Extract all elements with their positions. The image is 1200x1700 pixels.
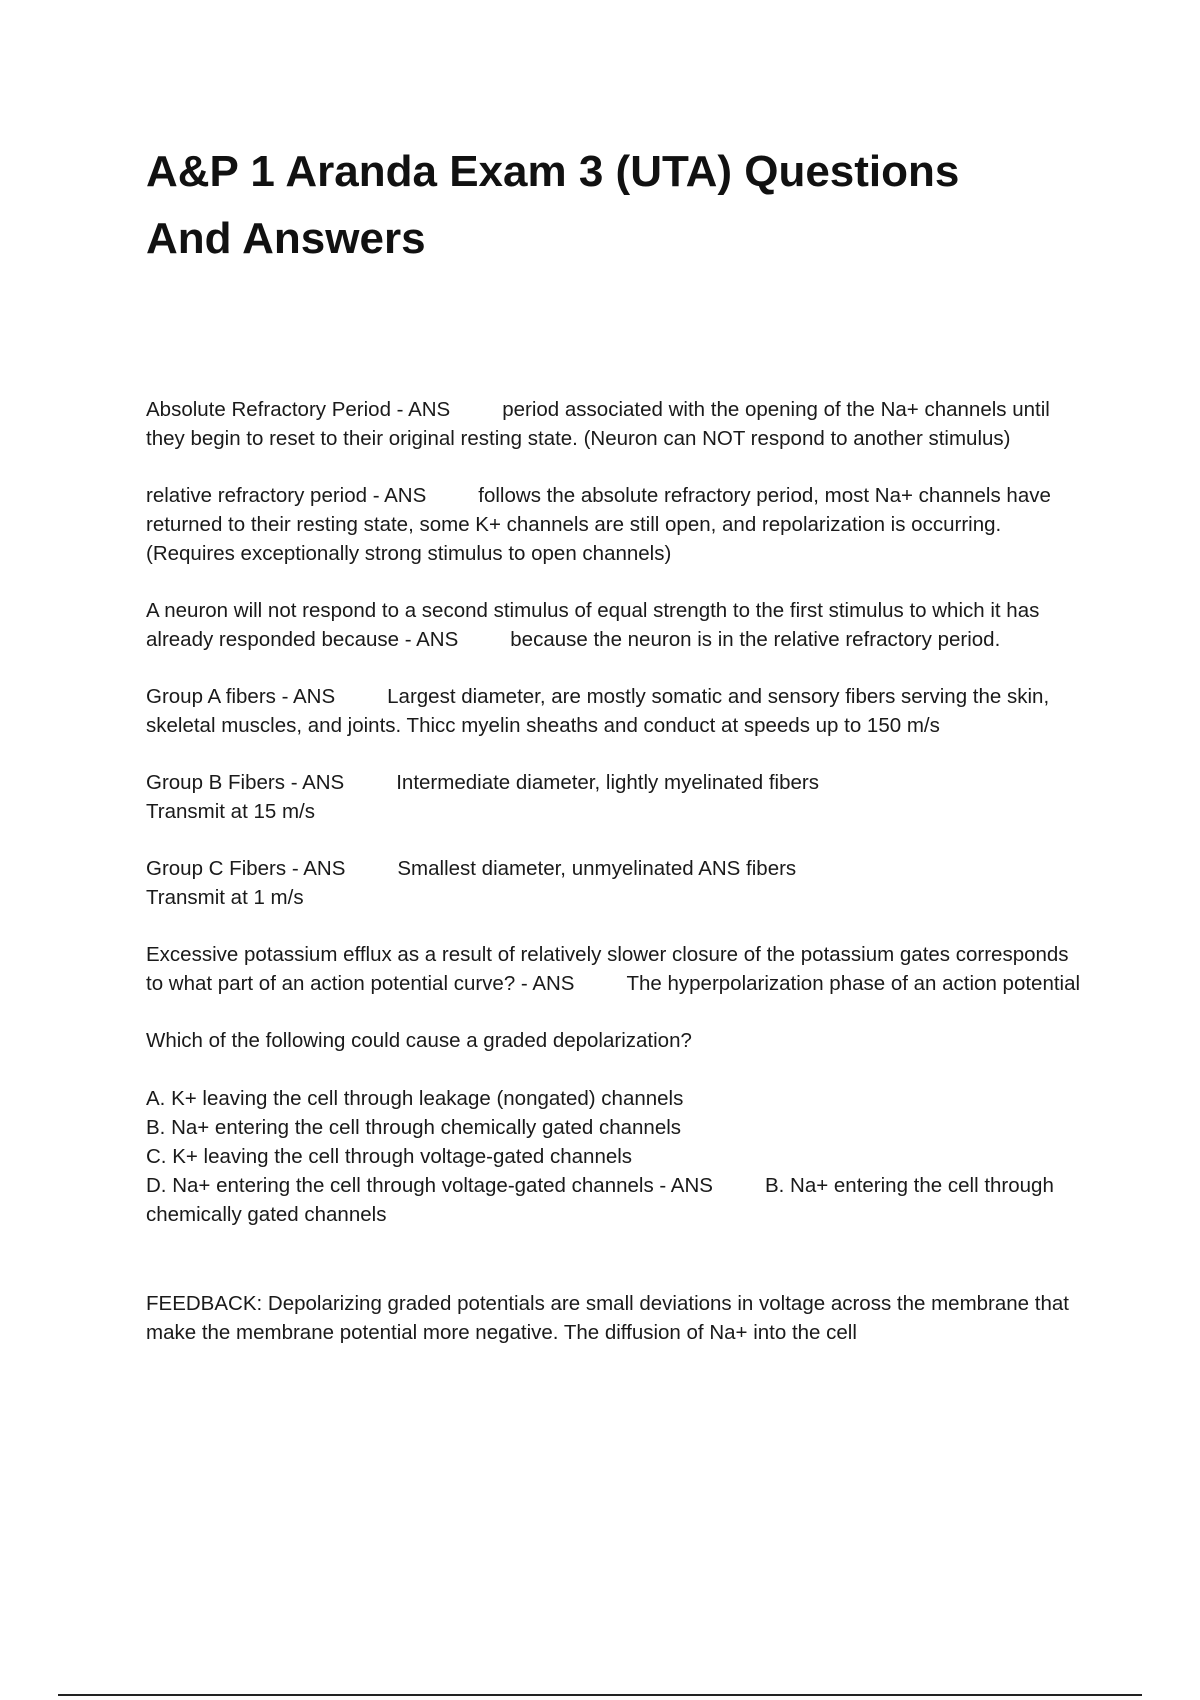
- qa-item: [146, 395, 1086, 453]
- qa-list: [146, 395, 1086, 1375]
- title-line-2: And Answers: [146, 214, 426, 263]
- qa-item: [146, 940, 1086, 998]
- qa-item: [146, 596, 1086, 654]
- answer-text: follows the absolute refractory period, most Na+ channels have returned to their resting state, some K+ channels are still open, and repolarization is occurring. (Requires exceptionally strong stimulus to open channels): [146, 484, 1057, 565]
- qa-item: [146, 1026, 1086, 1229]
- qa-item: [146, 854, 1086, 912]
- answer-text: period associated with the opening of the Na+ channels until they begin to reset to their original resting state. (Neuron can NOT respond to another stimulus): [146, 398, 1056, 450]
- question-text: Excessive potassium efflux as a result of relatively slower closure of the potassium gates corresponds to what part of an action potential curve? - ANS: [146, 943, 1075, 995]
- answer-text: B. Na+ entering the cell through chemically gated channels: [146, 1174, 1060, 1226]
- footer-divider: [58, 1694, 1142, 1696]
- qa-item: [146, 682, 1086, 740]
- question-text: Group B Fibers - ANS: [146, 771, 345, 794]
- answer-text: The hyperpolarization phase of an action potential: [626, 972, 1081, 995]
- qa-item: [146, 768, 1086, 826]
- question-text: Group A fibers - ANS: [146, 685, 336, 708]
- question-text: relative refractory period - ANS: [146, 484, 427, 507]
- answer-text: Intermediate diameter, lightly myelinated fibers Transmit at 15 m/s: [146, 771, 819, 823]
- answer-text: because the neuron is in the relative refractory period.: [510, 628, 1001, 651]
- answer-text: Largest diameter, are mostly somatic and sensory fibers serving the skin, skeletal muscles, and joints. Thicc myelin sheaths and conduct at speeds up to 150 m/s: [146, 685, 1055, 737]
- question-text: Which of the following could cause a graded depolarization? A. K+ leaving the cell through leakage (nongated) channels B. Na+ entering the cell through chemically gated channels C. K+ leaving the cell through voltage-gated channels D. Na+ entering the cell through voltage-gated channels - ANS: [146, 1029, 713, 1197]
- question-text: A neuron will not respond to a second stimulus of equal strength to the first stimulus to which it has already responded because - ANS: [146, 599, 1046, 651]
- answer-text: Smallest diameter, unmyelinated ANS fibers Transmit at 1 m/s: [146, 857, 797, 909]
- question-text: Absolute Refractory Period - ANS: [146, 398, 451, 421]
- title-line-1: A&P 1 Aranda Exam 3 (UTA) Questions: [146, 147, 960, 196]
- question-text: Group C Fibers - ANS: [146, 857, 346, 880]
- feedback-paragraph: FEEDBACK: Depolarizing graded potentials are small deviations in voltage across the membrane that make the membrane potential more negative. The diffusion of Na+ into the cell: [146, 1292, 1075, 1344]
- qa-item: [146, 481, 1086, 568]
- document-title: [146, 138, 1086, 272]
